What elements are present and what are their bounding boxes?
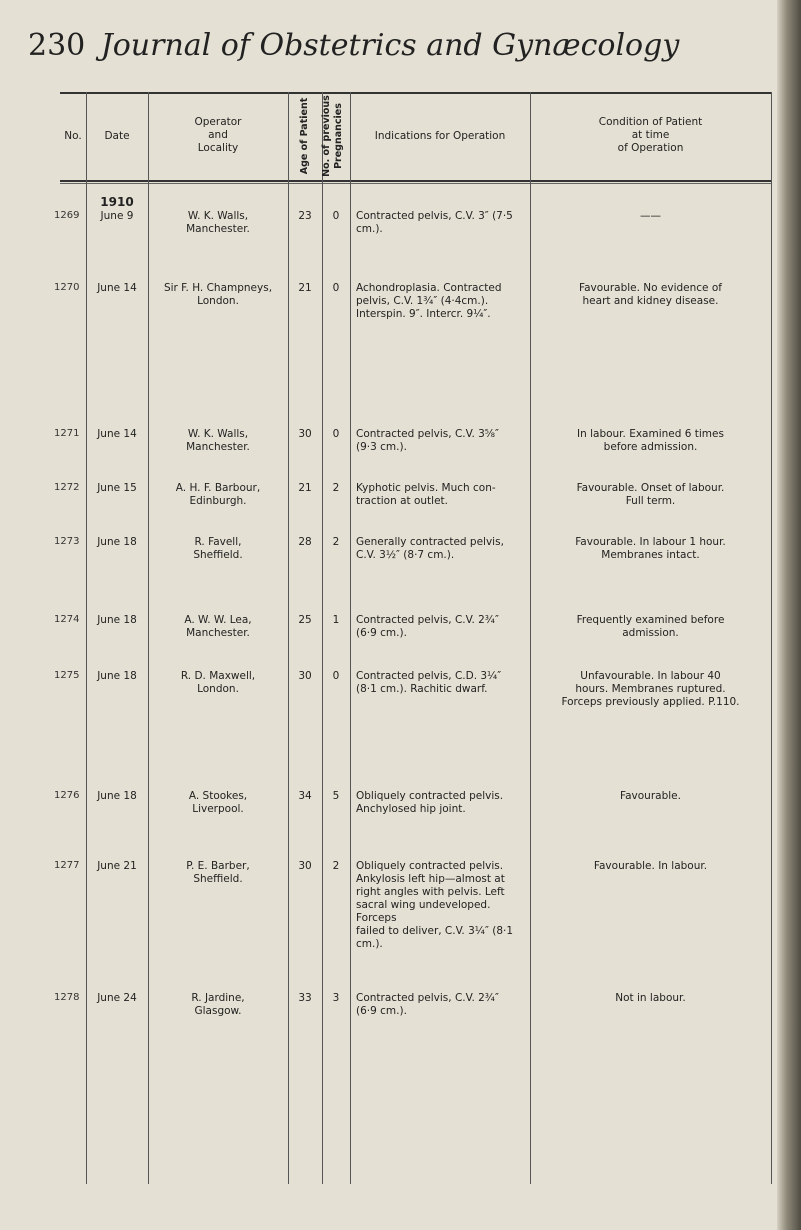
row-date: June 14: [97, 428, 137, 440]
row-indications: [356, 482, 528, 508]
operator-name: W. K. Walls,: [187, 428, 249, 440]
row-age: 21: [298, 282, 312, 294]
row-condition: [530, 860, 771, 873]
row-date: June 14: [97, 282, 137, 294]
row-indications: [356, 790, 528, 816]
row-pregnancies: 0: [332, 282, 340, 294]
condition-line: Favourable.: [620, 790, 681, 802]
row-condition: [530, 614, 771, 640]
indication-line: Contracted pelvis, C.D. 3¼″: [356, 670, 502, 682]
row-condition: [530, 482, 771, 508]
row-number: 1277: [54, 860, 80, 871]
header-operator-line: Operator: [194, 116, 242, 128]
row-condition: [530, 210, 771, 223]
indication-line: Contracted pelvis, C.V. 2¾″: [356, 992, 499, 1004]
row-condition: [530, 670, 771, 709]
col-divider: [350, 92, 351, 1184]
indication-line: Contracted pelvis, C.V. 3″ (7·5: [356, 210, 513, 222]
row-age: 25: [298, 614, 312, 626]
row-number: 1273: [54, 536, 80, 547]
row-operator: [148, 282, 288, 308]
row-indications: [356, 614, 528, 640]
condition-line: Unfavourable. In labour 40: [580, 670, 721, 682]
condition-line: Full term.: [625, 495, 676, 507]
header-pregnancies-line: No. of previous: [321, 95, 332, 177]
row-pregnancies: 5: [332, 790, 340, 802]
row-date: June 18: [97, 790, 137, 802]
condition-line: Not in labour.: [615, 992, 686, 1004]
row-operator: [148, 614, 288, 640]
row-number: 1276: [54, 790, 80, 801]
row-date: June 18: [97, 536, 137, 548]
header-condition-line: at time: [631, 129, 670, 141]
row-age: 28: [298, 536, 312, 548]
indication-line: (6·9 cm.).: [356, 627, 407, 639]
operator-locality: Liverpool.: [192, 803, 244, 815]
operator-name: A. W. W. Lea,: [184, 614, 252, 626]
row-number: 1275: [54, 670, 80, 681]
condition-line: heart and kidney disease.: [582, 295, 719, 307]
row-indications: [356, 670, 528, 696]
row-pregnancies: 0: [332, 428, 340, 440]
condition-line: hours. Membranes ruptured.: [575, 683, 726, 695]
indication-line: right angles with pelvis. Left: [356, 886, 505, 898]
row-pregnancies: 3: [332, 992, 340, 1004]
row-age: 34: [298, 790, 312, 802]
row-indications: [356, 536, 528, 562]
indication-line: Kyphotic pelvis. Much con-: [356, 482, 496, 494]
indication-line: cm.).: [356, 938, 383, 950]
condition-line: Membranes intact.: [601, 549, 700, 561]
row-condition: [530, 282, 771, 308]
row-age: 33: [298, 992, 312, 1004]
indication-line: traction at outlet.: [356, 495, 449, 507]
indication-line: sacral wing undeveloped. Forceps: [356, 899, 491, 924]
row-number: 1269: [54, 210, 80, 221]
header-pregnancies: [321, 91, 345, 181]
condition-line: In labour. Examined 6 times: [577, 428, 724, 440]
operator-name: P. E. Barber,: [186, 860, 250, 872]
page-edge-shadow: [777, 0, 801, 1230]
col-divider: [322, 92, 323, 1184]
row-condition: [530, 790, 771, 803]
header-condition-line: of Operation: [617, 142, 684, 154]
row-indications: [356, 282, 528, 321]
indication-line: Anchylosed hip joint.: [356, 803, 466, 815]
row-age: 23: [298, 210, 312, 222]
row-condition: [530, 428, 771, 454]
row-date: June 24: [97, 992, 137, 1004]
header-no: No.: [64, 130, 82, 142]
indication-line: pelvis, C.V. 1¾″ (4·4cm.).: [356, 295, 489, 307]
header-pregnancies-line: Pregnancies: [333, 103, 344, 169]
row-condition: [530, 992, 771, 1005]
indication-line: Contracted pelvis, C.V. 3⅝″: [356, 428, 499, 440]
row-operator: [148, 210, 288, 236]
row-operator: [148, 536, 288, 562]
row-pregnancies: 2: [332, 482, 340, 494]
operator-locality: London.: [197, 295, 239, 307]
header-indications: Indications for Operation: [374, 130, 506, 142]
condition-line: Frequently examined before: [576, 614, 725, 626]
header-bottom-rule: [60, 180, 772, 182]
operator-locality: Sheffield.: [193, 873, 243, 885]
indication-line: Generally contracted pelvis,: [356, 536, 504, 548]
row-age: 30: [298, 860, 312, 872]
indication-line: Obliquely contracted pelvis.: [356, 860, 504, 872]
operator-name: R. Jardine,: [191, 992, 245, 1004]
row-number: 1270: [54, 282, 80, 293]
row-age: 30: [298, 670, 312, 682]
operator-name: Sir F. H. Champneys,: [163, 282, 273, 294]
condition-line: before admission.: [603, 441, 698, 453]
row-date: June 18: [97, 614, 137, 626]
row-pregnancies: 2: [332, 536, 340, 548]
page-number: 230: [28, 28, 86, 63]
indication-line: (8·1 cm.). Rachitic dwarf.: [356, 683, 488, 695]
row-operator: [148, 860, 288, 886]
condition-line: Favourable. No evidence of: [579, 282, 722, 294]
row-indications: [356, 860, 528, 951]
row-operator: [148, 670, 288, 696]
header-operator: [148, 116, 288, 155]
header-condition: [530, 116, 771, 155]
header-age: Age of Patient: [299, 97, 310, 175]
header-condition-line: Condition of Patient: [598, 116, 703, 128]
row-date: June 9: [100, 210, 134, 222]
row-operator: [148, 428, 288, 454]
operator-name: A. H. F. Barbour,: [175, 482, 261, 494]
page-header: [0, 28, 780, 68]
indication-line: C.V. 3½″ (8·7 cm.).: [356, 549, 455, 561]
operator-locality: Manchester.: [186, 627, 250, 639]
operator-locality: Edinburgh.: [189, 495, 247, 507]
row-age: 21: [298, 482, 312, 494]
row-date: June 18: [97, 670, 137, 682]
operator-name: W. K. Walls,: [187, 210, 249, 222]
condition-line: ——: [640, 210, 661, 222]
row-indications: [356, 210, 528, 236]
col-divider: [86, 92, 87, 1184]
row-number: 1278: [54, 992, 80, 1003]
row-operator: [148, 482, 288, 508]
condition-line: admission.: [622, 627, 679, 639]
indication-line: cm.).: [356, 223, 383, 235]
row-operator: [148, 790, 288, 816]
row-number: 1272: [54, 482, 80, 493]
indication-line: failed to deliver, C.V. 3¼″ (8·1: [356, 925, 514, 937]
indication-line: (6·9 cm.).: [356, 1005, 407, 1017]
row-condition: [530, 536, 771, 562]
row-pregnancies: 0: [332, 210, 340, 222]
operator-name: R. D. Maxwell,: [180, 670, 256, 682]
operator-locality: Manchester.: [186, 223, 250, 235]
row-date: June 15: [97, 482, 137, 494]
row-number: 1274: [54, 614, 80, 625]
year-label: 1910: [100, 195, 134, 209]
operator-locality: Glasgow.: [194, 1005, 242, 1017]
table-top-rule: [60, 92, 772, 94]
col-divider: [288, 92, 289, 1184]
row-operator: [148, 992, 288, 1018]
operator-locality: Manchester.: [186, 441, 250, 453]
running-title: Journal of Obstetrics and Gynæcology: [100, 28, 680, 63]
header-operator-line: and: [208, 129, 228, 141]
condition-line: Favourable. In labour.: [593, 860, 708, 872]
condition-line: Favourable. In labour 1 hour.: [575, 536, 726, 548]
row-pregnancies: 1: [332, 614, 340, 626]
indication-line: Obliquely contracted pelvis.: [356, 790, 504, 802]
operator-locality: Sheffield.: [193, 549, 243, 561]
operator-name: A. Stookes,: [188, 790, 248, 802]
header-bottom-rule-2: [60, 183, 772, 184]
indication-line: Achondroplasia. Contracted: [356, 282, 502, 294]
col-divider: [771, 92, 772, 1184]
row-age: 30: [298, 428, 312, 440]
header-operator-line: Locality: [197, 142, 239, 154]
indication-line: (9·3 cm.).: [356, 441, 407, 453]
header-date: Date: [104, 130, 130, 142]
row-pregnancies: 0: [332, 670, 340, 682]
condition-line: Favourable. Onset of labour.: [576, 482, 725, 494]
indication-line: Interspin. 9″. Intercr. 9¼″.: [356, 308, 491, 320]
cases-table: [54, 92, 772, 1184]
row-indications: [356, 992, 528, 1018]
row-number: 1271: [54, 428, 80, 439]
row-date: June 21: [97, 860, 137, 872]
indication-line: Contracted pelvis, C.V. 2¾″: [356, 614, 499, 626]
indication-line: Ankylosis left hip—almost at: [356, 873, 505, 885]
operator-name: R. Favell,: [194, 536, 242, 548]
operator-locality: London.: [197, 683, 239, 695]
row-indications: [356, 428, 528, 454]
row-pregnancies: 2: [332, 860, 340, 872]
condition-line: Forceps previously applied. P.110.: [561, 696, 740, 708]
